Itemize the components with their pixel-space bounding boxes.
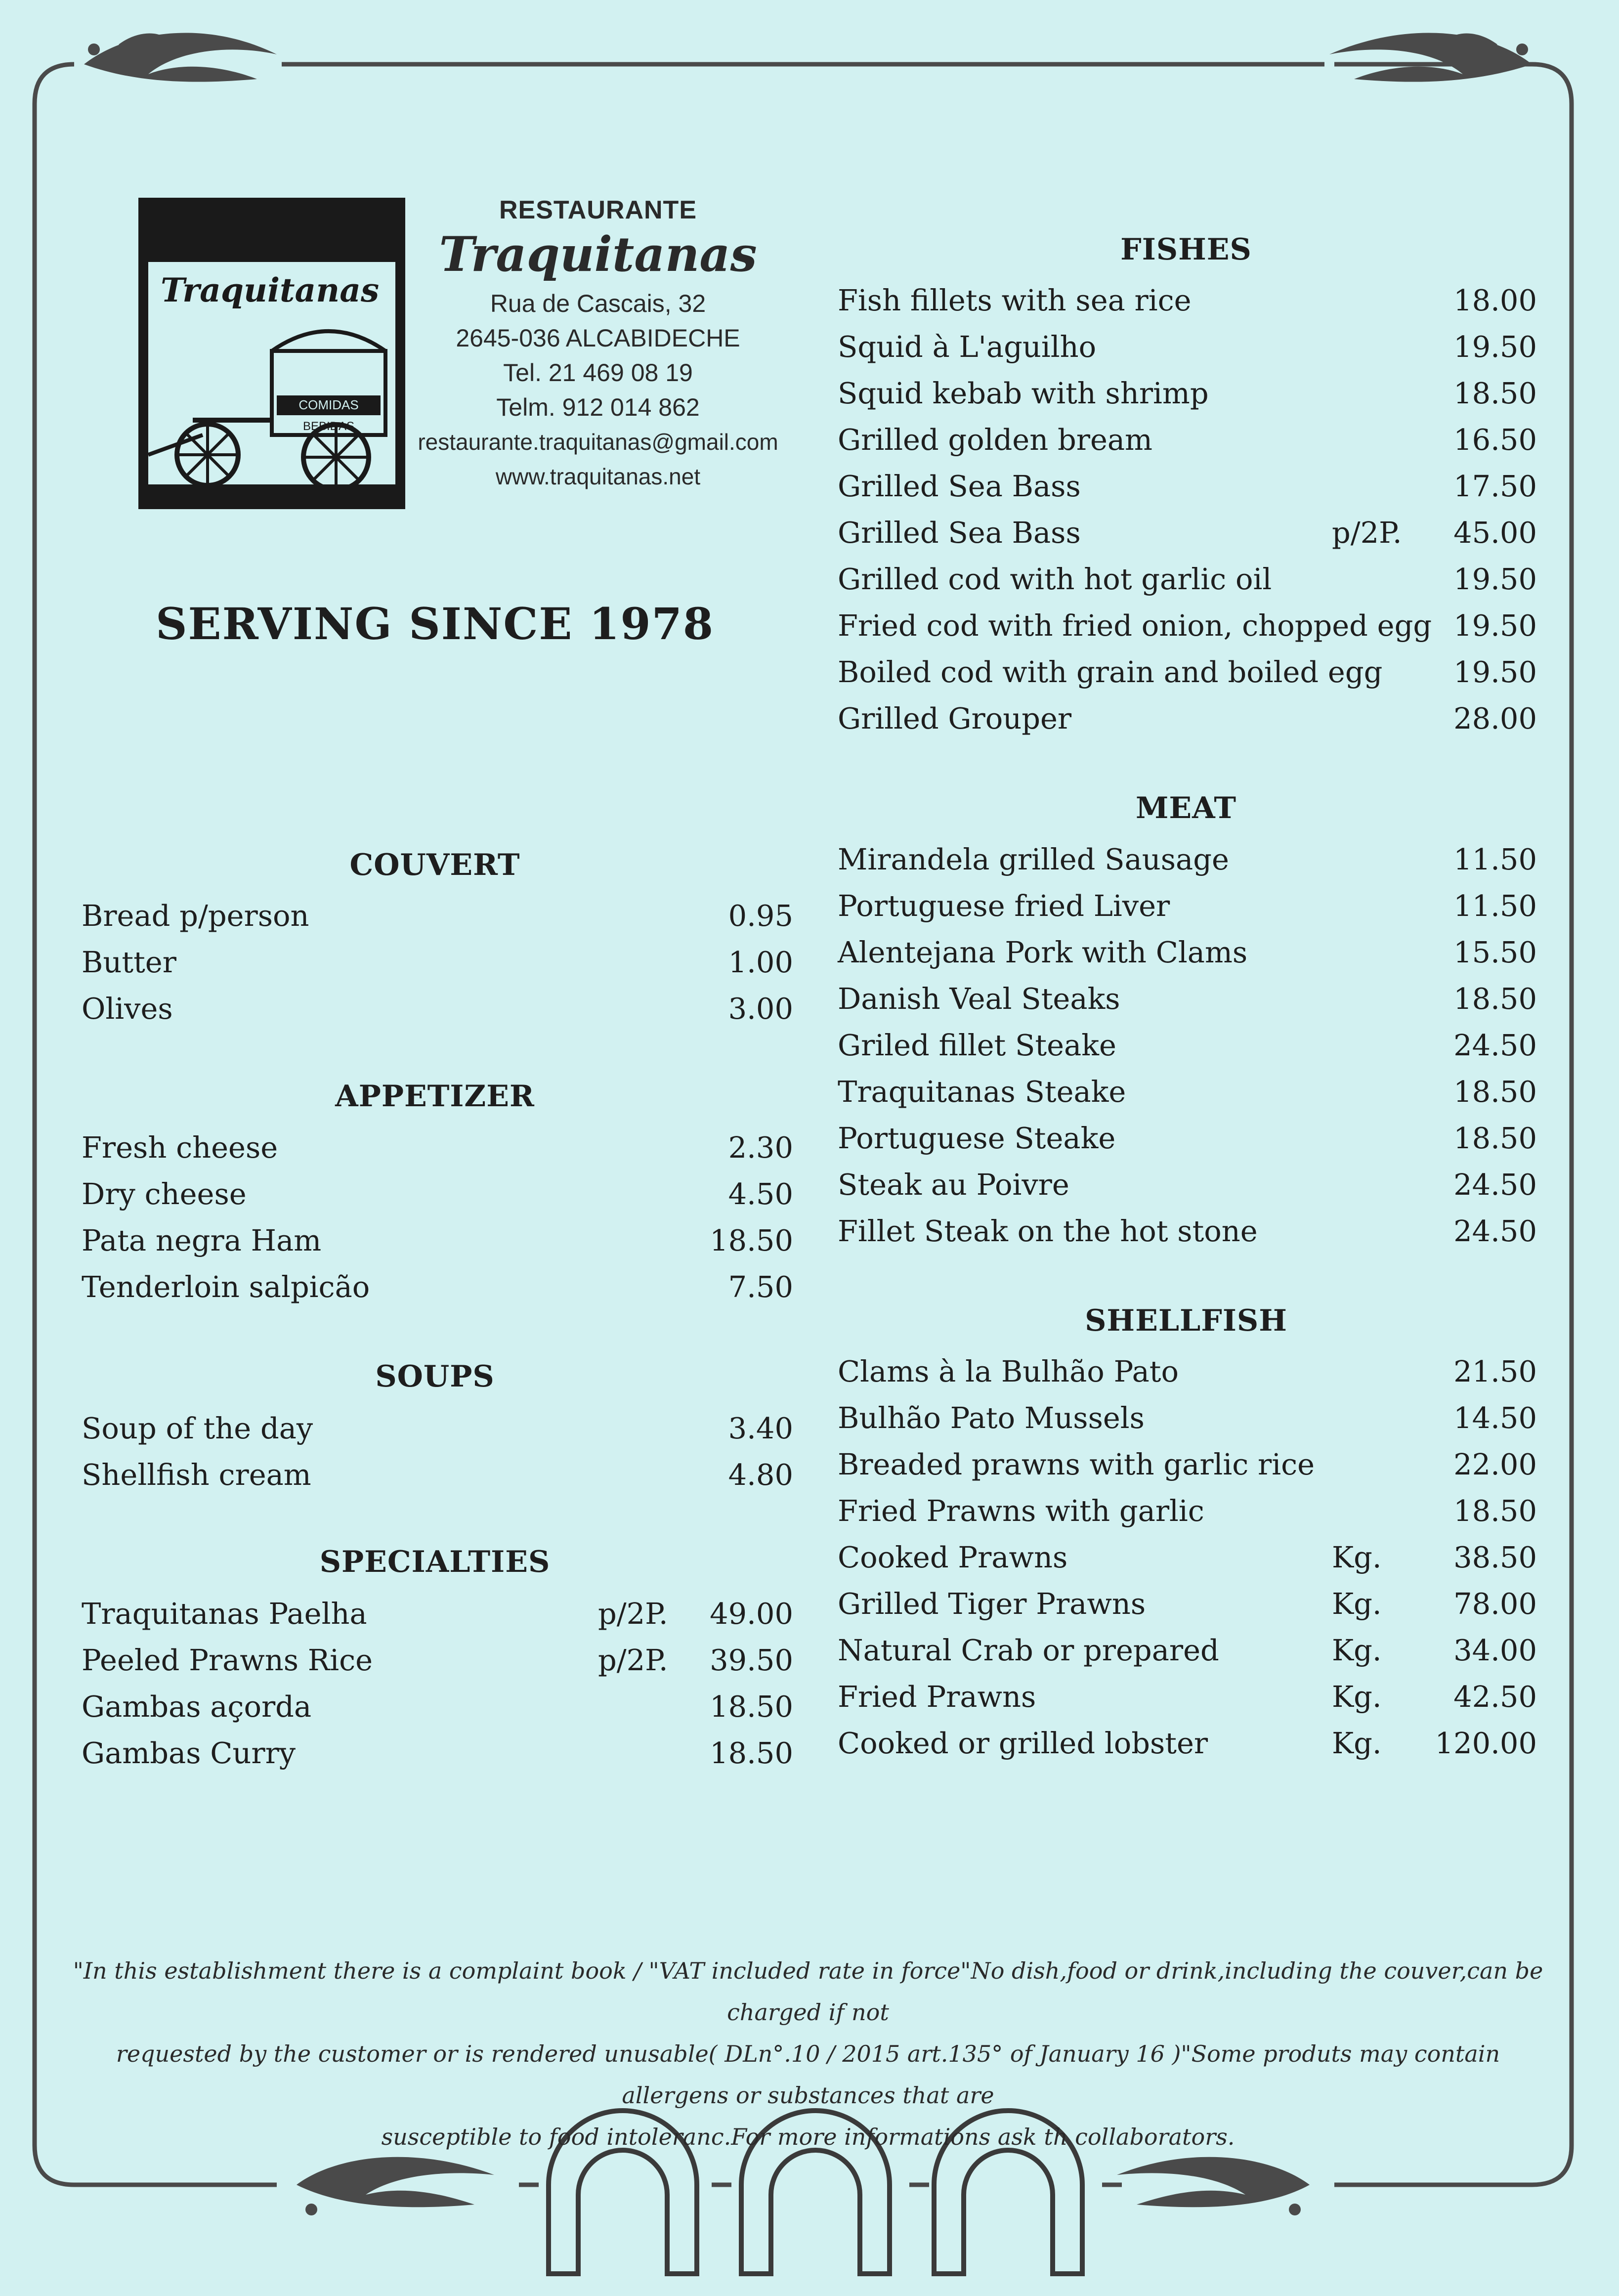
- mobile-number: Telm. 912 014 862: [496, 393, 700, 421]
- menu-item-name: Fried Prawns with garlic: [838, 1494, 1204, 1528]
- menu-item-name: Pata negra Ham: [82, 1223, 322, 1257]
- menu-item: [82, 939, 793, 986]
- menu-item-name: Traquitanas Steake: [838, 1075, 1126, 1109]
- logo-sign-bottom: BEBIDAS: [302, 420, 355, 433]
- menu-item-name: Fried Prawns: [838, 1680, 1036, 1714]
- menu-item-name: Alentejana Pork with Clams: [838, 935, 1248, 969]
- menu-item-price: 18.50: [710, 1690, 793, 1724]
- menu-item: [838, 1395, 1537, 1441]
- menu-item-unit: Kg.: [1332, 1726, 1382, 1760]
- menu-item-unit: p/2P.: [598, 1597, 668, 1631]
- menu-item-price: 17.50: [1453, 469, 1537, 503]
- menu-item: [838, 836, 1537, 883]
- section-title-fishes: FISHES: [1120, 232, 1252, 267]
- menu-item-name: Cooked Prawns: [838, 1540, 1068, 1574]
- logo-script-text: Traquitanas: [161, 271, 380, 309]
- menu-item-name: Fried cod with fried onion, chopped egg: [838, 608, 1432, 643]
- menu-item-name: Breaded prawns with garlic rice: [838, 1447, 1315, 1481]
- menu-item-name: Cooked or grilled lobster: [838, 1726, 1208, 1760]
- restaurant-logo: [138, 188, 405, 509]
- menu-item: [838, 1581, 1537, 1627]
- menu-item-price: 19.50: [1453, 655, 1537, 689]
- menu-item: [838, 1208, 1537, 1255]
- section-title-shellfish: SHELLFISH: [1085, 1303, 1287, 1338]
- specialties-list: [82, 1591, 793, 1776]
- menu-item-price: 34.00: [1453, 1633, 1537, 1667]
- menu-item-name: Steak au Poivre: [838, 1168, 1069, 1202]
- menu-item-price: 18.50: [1453, 1075, 1537, 1109]
- menu-item-price: 18.50: [710, 1736, 793, 1770]
- menu-item-price: 38.50: [1453, 1540, 1537, 1574]
- menu-item-name: Fish fillets with sea rice: [838, 283, 1192, 317]
- couvert-list: [82, 893, 793, 1032]
- menu-item: [838, 1488, 1537, 1534]
- menu-item-name: Gambas Curry: [82, 1736, 296, 1770]
- menu-item: [838, 1348, 1537, 1395]
- menu-item-name: Grilled cod with hot garlic oil: [838, 562, 1272, 596]
- menu-item-price: 18.50: [1453, 982, 1537, 1016]
- flourish-bottom-right-icon: [1117, 2157, 1310, 2215]
- menu-item: [82, 1405, 793, 1452]
- menu-item-name: Shellfish cream: [82, 1458, 311, 1492]
- menu-item: [82, 1452, 793, 1498]
- menu-item: [82, 1125, 793, 1171]
- menu-item-price: 28.00: [1453, 701, 1537, 736]
- menu-item-price: 24.50: [1453, 1214, 1537, 1248]
- menu-item-price: 45.00: [1453, 516, 1537, 550]
- menu-item-name: Grilled Sea Bass: [838, 516, 1081, 550]
- menu-item-name: Boiled cod with grain and boiled egg: [838, 655, 1383, 689]
- menu-item: [838, 976, 1537, 1022]
- shellfish-list: [838, 1348, 1537, 1767]
- menu-item-price: 7.50: [728, 1270, 793, 1304]
- legal-notice-line: "In this establishment there is a complaint book / "VAT included rate in force"No dish,food or drink,including the couver,can be charged if not: [73, 1957, 1543, 2026]
- menu-item: [82, 1591, 793, 1637]
- menu-item-price: 0.95: [728, 899, 793, 933]
- menu-item-price: 21.50: [1453, 1354, 1537, 1388]
- menu-item-price: 11.50: [1453, 889, 1537, 923]
- menu-item-name: Portuguese Steake: [838, 1121, 1116, 1155]
- menu-item-name: Clams à la Bulhão Pato: [838, 1354, 1179, 1388]
- menu-item-name: Peeled Prawns Rice: [82, 1643, 373, 1677]
- menu-item-price: 42.50: [1453, 1680, 1537, 1714]
- menu-item-name: Butter: [82, 945, 176, 979]
- menu-item-unit: Kg.: [1332, 1587, 1382, 1621]
- soups-list: [82, 1405, 793, 1498]
- menu-item: [82, 1171, 793, 1217]
- menu-item-name: Bread p/person: [82, 899, 309, 933]
- menu-item-unit: p/2P.: [598, 1643, 668, 1677]
- flourish-top-right-icon: [1329, 33, 1532, 82]
- menu-item-price: 3.40: [728, 1411, 793, 1445]
- section-title-couvert: COUVERT: [349, 848, 520, 882]
- menu-item-price: 11.50: [1453, 842, 1537, 876]
- menu-item-name: Tenderloin salpicão: [82, 1270, 370, 1304]
- fishes-list: [838, 277, 1537, 742]
- address-postcode-city: 2645-036 ALCABIDECHE: [456, 324, 740, 352]
- menu-item-name: Grilled golden bream: [838, 423, 1152, 457]
- menu-item-price: 18.00: [1453, 283, 1537, 317]
- menu-item: [838, 695, 1537, 742]
- appetizer-list: [82, 1125, 793, 1310]
- menu-item: [82, 1217, 793, 1264]
- restaurant-brand-name: Traquitanas: [439, 226, 757, 282]
- menu-item: [838, 370, 1537, 417]
- menu-item: [838, 1674, 1537, 1720]
- menu-item: [838, 603, 1537, 649]
- menu-item-price: 1.00: [728, 945, 793, 979]
- menu-item-name: Mirandela grilled Sausage: [838, 842, 1229, 876]
- flourish-bottom-left-icon: [297, 2157, 494, 2215]
- menu-item-price: 18.50: [1453, 376, 1537, 410]
- menu-item-name: Olives: [82, 992, 173, 1026]
- section-title-meat: MEAT: [1135, 791, 1237, 825]
- phone-number: Tel. 21 469 08 19: [503, 359, 693, 387]
- menu-item-price: 49.00: [710, 1597, 793, 1631]
- menu-item-name: Danish Veal Steaks: [838, 982, 1120, 1016]
- flourish-top-left-icon: [84, 33, 277, 82]
- menu-item-unit: Kg.: [1332, 1680, 1382, 1714]
- menu-item-name: Fillet Steak on the hot stone: [838, 1214, 1258, 1248]
- serving-since-tagline: SERVING SINCE 1978: [155, 598, 715, 650]
- section-title-soups: SOUPS: [375, 1359, 495, 1394]
- menu-item: [838, 1162, 1537, 1208]
- menu-item: [838, 1534, 1537, 1581]
- menu-item-price: 16.50: [1453, 423, 1537, 457]
- menu-item: [838, 417, 1537, 463]
- menu-item-price: 18.50: [1453, 1121, 1537, 1155]
- menu-item-price: 19.50: [1453, 330, 1537, 364]
- menu-item-price: 24.50: [1453, 1028, 1537, 1062]
- menu-item-price: 19.50: [1453, 608, 1537, 643]
- menu-item-price: 15.50: [1453, 935, 1537, 969]
- meat-list: [838, 836, 1537, 1255]
- menu-item-name: Fresh cheese: [82, 1130, 278, 1165]
- menu-item: [838, 1069, 1537, 1115]
- menu-item: [838, 556, 1537, 603]
- menu-item: [838, 277, 1537, 324]
- menu-item: [838, 510, 1537, 556]
- menu-item-name: Grilled Grouper: [838, 701, 1072, 736]
- menu-item: [82, 986, 793, 1032]
- menu-item: [838, 929, 1537, 976]
- section-title-appetizer: APPETIZER: [335, 1079, 535, 1114]
- menu-item-price: 78.00: [1453, 1587, 1537, 1621]
- menu-item: [82, 893, 793, 939]
- restaurant-contact-block: [410, 195, 786, 494]
- menu-item-name: Squid kebab with shrimp: [838, 376, 1209, 410]
- address-street: Rua de Cascais, 32: [490, 290, 706, 317]
- menu-item-name: Soup of the day: [82, 1411, 313, 1445]
- menu-item-name: Griled fillet Steake: [838, 1028, 1116, 1062]
- menu-item-price: 120.00: [1435, 1726, 1537, 1760]
- menu-item: [838, 1627, 1537, 1674]
- menu-item: [838, 324, 1537, 370]
- menu-item: [838, 1115, 1537, 1162]
- menu-item-name: Grilled Sea Bass: [838, 469, 1081, 503]
- menu-item: [838, 649, 1537, 695]
- menu-item-price: 19.50: [1453, 562, 1537, 596]
- menu-item: [82, 1730, 793, 1776]
- menu-item-name: Gambas açorda: [82, 1690, 312, 1724]
- menu-item-price: 4.80: [728, 1458, 793, 1492]
- menu-item: [838, 463, 1537, 510]
- menu-item-price: 3.00: [728, 992, 793, 1026]
- menu-item: [838, 883, 1537, 929]
- menu-item-price: 4.50: [728, 1177, 793, 1211]
- menu-item-unit: p/2P.: [1332, 516, 1402, 550]
- menu-item-name: Dry cheese: [82, 1177, 247, 1211]
- email-address[interactable]: restaurante.traquitanas@gmail.com: [418, 429, 778, 455]
- menu-item-name: Natural Crab or prepared: [838, 1633, 1219, 1667]
- menu-item-name: Bulhão Pato Mussels: [838, 1401, 1145, 1435]
- restaurant-label: RESTAURANTE: [499, 196, 697, 224]
- menu-item-name: Portuguese fried Liver: [838, 889, 1170, 923]
- legal-notice: [64, 1950, 1552, 2158]
- legal-notice-line: susceptible to food intoleranc.For more informations ask th collaborators.: [381, 2123, 1235, 2150]
- menu-item: [838, 1022, 1537, 1069]
- menu-item-unit: Kg.: [1332, 1540, 1382, 1574]
- menu-item-price: 18.50: [1453, 1494, 1537, 1528]
- menu-item-name: Squid à L'aguilho: [838, 330, 1097, 364]
- website-link[interactable]: www.traquitanas.net: [495, 464, 701, 489]
- menu-item: [82, 1637, 793, 1684]
- menu-item: [82, 1264, 793, 1310]
- menu-item-price: 2.30: [728, 1130, 793, 1165]
- menu-item-price: 18.50: [710, 1223, 793, 1257]
- menu-item: [82, 1684, 793, 1730]
- menu-item: [838, 1720, 1537, 1767]
- menu-item-unit: Kg.: [1332, 1633, 1382, 1667]
- menu-item-price: 24.50: [1453, 1168, 1537, 1202]
- menu-item-name: Traquitanas Paelha: [82, 1597, 367, 1631]
- logo-sign-top: COMIDAS: [298, 397, 359, 412]
- menu-item-price: 39.50: [710, 1643, 793, 1677]
- menu-item-name: Grilled Tiger Prawns: [838, 1587, 1146, 1621]
- section-title-specialties: SPECIALTIES: [319, 1545, 551, 1579]
- menu-item-price: 14.50: [1453, 1401, 1537, 1435]
- menu-item: [838, 1441, 1537, 1488]
- menu-item-price: 22.00: [1453, 1447, 1537, 1481]
- legal-notice-line: requested by the customer or is rendered unusable( DLn°.10 / 2015 art.135° of January 16 )"Some produts may contain allergens or substances that are: [116, 2040, 1500, 2109]
